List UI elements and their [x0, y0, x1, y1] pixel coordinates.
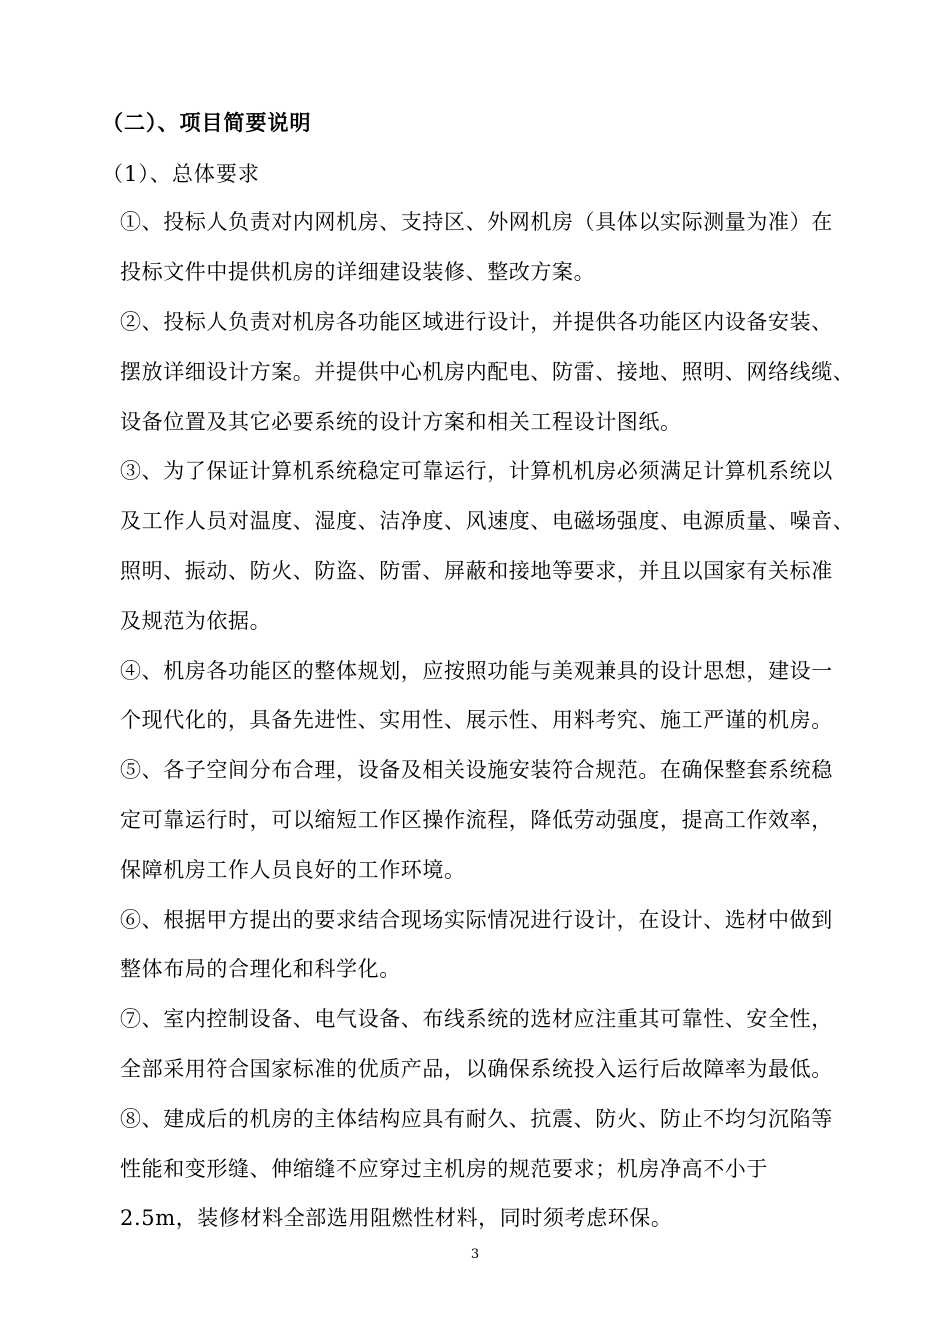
paragraph-line: 照明、振动、防火、防盗、防雷、屏蔽和接地等要求，并且以国家有关标准	[120, 559, 833, 583]
paragraph-line: 投标文件中提供机房的详细建设装修、整改方案。	[120, 260, 596, 284]
paragraph-line: ①、投标人负责对内网机房、支持区、外网机房（具体以实际测量为准）在	[120, 210, 833, 234]
paragraph-line: 摆放详细设计方案。并提供中心机房内配电、防雷、接地、照明、网络线缆、	[120, 360, 855, 384]
paragraph-line: ⑤、各子空间分布合理，设备及相关设施安装符合规范。在确保整套系统稳	[120, 758, 833, 782]
sub-heading: （1）、总体要求	[102, 162, 260, 186]
paragraph-line: ④、机房各功能区的整体规划，应按照功能与美观兼具的设计思想，建设一	[120, 659, 833, 683]
paragraph-line: ②、投标人负责对机房各功能区域进行设计，并提供各功能区内设备安装、	[120, 310, 833, 334]
paragraph-line: 个现代化的，具备先进性、实用性、展示性、用料考究、施工严谨的机房。	[120, 708, 833, 732]
paragraph-line: 整体布局的合理化和科学化。	[120, 957, 401, 981]
page-number: 3	[470, 1247, 480, 1262]
paragraph-line: 及工作人员对温度、湿度、洁净度、风速度、电磁场强度、电源质量、噪音、	[120, 509, 855, 533]
paragraph-line: 保障机房工作人员良好的工作环境。	[120, 858, 466, 882]
paragraph-line: ⑧、建成后的机房的主体结构应具有耐久、抗震、防火、防止不均匀沉陷等	[120, 1107, 833, 1131]
paragraph-line: 设备位置及其它必要系统的设计方案和相关工程设计图纸。	[120, 410, 682, 434]
paragraph-line: ③、为了保证计算机系统稳定可靠运行，计算机机房必须满足计算机系统以	[120, 459, 833, 483]
paragraph-line: 2.5m，装修材料全部选用阻燃性材料，同时须考虑环保。	[120, 1206, 673, 1230]
paragraph-line: ⑦、室内控制设备、电气设备、布线系统的选材应注重其可靠性、安全性，	[120, 1007, 833, 1031]
paragraph-line: 性能和变形缝、伸缩缝不应穿过主机房的规范要求；机房净高不小于	[120, 1157, 768, 1181]
paragraph-line: 定可靠运行时，可以缩短工作区操作流程，降低劳动强度，提高工作效率，	[120, 808, 833, 832]
section-heading: （二）、项目简要说明	[102, 110, 312, 135]
paragraph-line: 及规范为依据。	[120, 609, 272, 633]
paragraph-line: ⑥、根据甲方提出的要求结合现场实际情况进行设计，在设计、选材中做到	[120, 908, 833, 932]
paragraph-line: 全部采用符合国家标准的优质产品，以确保系统投入运行后故障率为最低。	[120, 1057, 833, 1081]
